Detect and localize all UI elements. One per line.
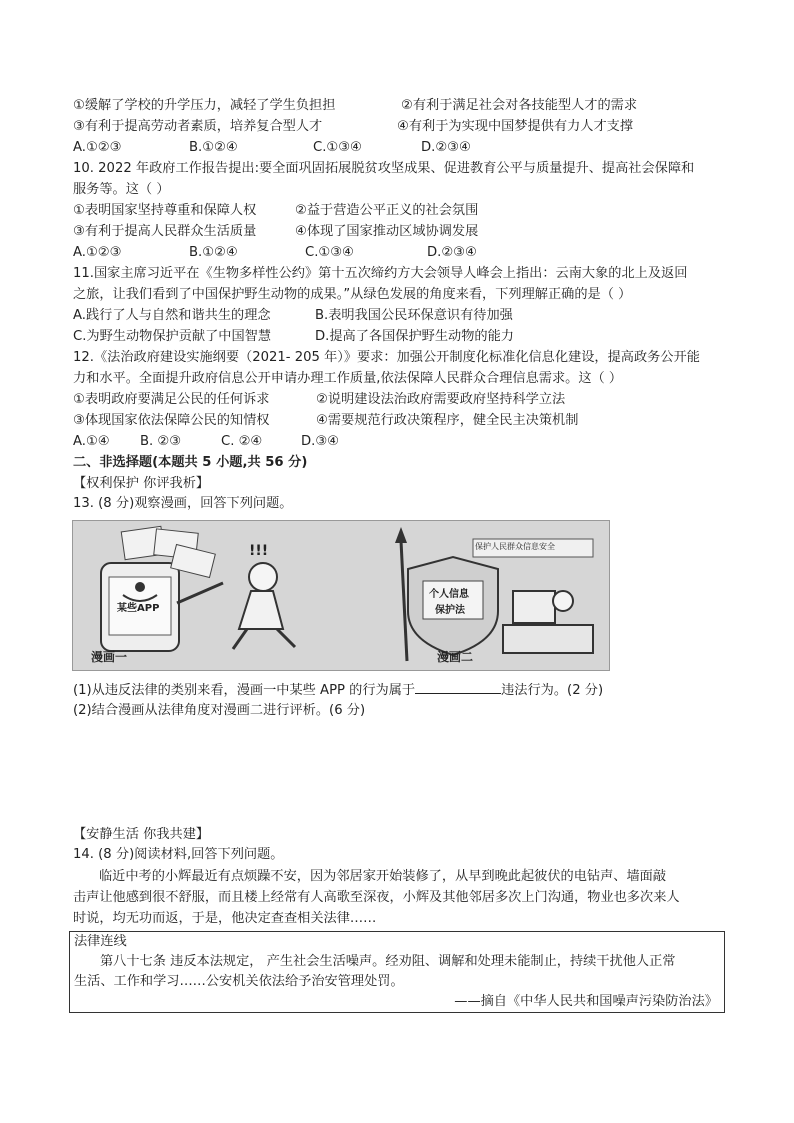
q9-option-2: ②有利于满足社会对各技能型人才的需求 bbox=[401, 98, 638, 113]
section-heading: 二、非选择题(本题共 5 小题,共 56 分) bbox=[73, 455, 308, 470]
comic-shield-line2: 保护法 bbox=[435, 605, 465, 616]
q13-part1 bbox=[73, 680, 603, 701]
q12-option-2: ②说明建设法治政府需要政府坚持科学立法 bbox=[316, 392, 566, 407]
q14-para-line3: 时说，均无功而返，于是，他决定查查相关法律…… bbox=[73, 911, 377, 926]
q12-choice-d: D.③④ bbox=[301, 434, 339, 449]
q14-stem: 14. (8 分)阅读材料,回答下列问题。 bbox=[73, 847, 284, 862]
svg-text:漫画二: 漫画二 bbox=[437, 650, 474, 664]
q13-part1-text-a: (1)从违反法律的类别来看，漫画一中某些 APP 的行为属于 bbox=[73, 683, 416, 698]
law-box-source: ——摘自《中华人民共和国噪声污染防治法》 bbox=[454, 994, 718, 1009]
q9-option-3: ③有利于提高劳动者素质，培养复合型人才 bbox=[73, 119, 323, 134]
q9-choice-a: A.①②③ bbox=[73, 140, 122, 155]
law-box-line1: 第八十七条 违反本法规定， 产生社会生活噪声。经劝阻、调解和处理未能制止，持续干扰他人正常 bbox=[100, 954, 676, 969]
section-tag-rights: 【权利保护 你评我析】 bbox=[73, 476, 210, 491]
q10-stem-line2: 服务等。这（ ） bbox=[73, 182, 170, 197]
q11-stem-line2: 之旅，让我们看到了中国保护野生动物的成果。”从绿色发展的角度来看，下列理解正确的是（ ） bbox=[73, 287, 632, 302]
q13-part1-text-b: 违法行为。(2 分) bbox=[501, 683, 604, 698]
q10-option-3: ③有利于提高人民群众生活质量 bbox=[73, 224, 257, 239]
q14-para-line1: 临近中考的小辉最近有点烦躁不安，因为邻居家开始装修了，从早到晚此起彼伏的电钻声、墙面敲 bbox=[99, 869, 667, 884]
q12-option-4: ④需要规范行政决策程序，健全民主决策机制 bbox=[316, 413, 579, 428]
q12-option-1: ①表明政府要满足公民的任何诉求 bbox=[73, 392, 270, 407]
q10-choice-a: A.①②③ bbox=[73, 245, 122, 260]
svg-text:!!!: !!! bbox=[249, 543, 269, 559]
answer-blank[interactable] bbox=[415, 680, 501, 694]
q10-choice-d: D.②③④ bbox=[427, 245, 477, 260]
q11-choice-a: A.践行了人与自然和谐共生的理念 bbox=[73, 308, 271, 323]
q9-option-4: ④有利于为实现中国梦提供有力人才支撑 bbox=[397, 119, 634, 134]
q9-option-1: ①缓解了学校的升学压力，减轻了学生负担担 bbox=[73, 98, 336, 113]
q9-choice-c: C.①③④ bbox=[313, 140, 362, 155]
comic-sign-text: 保护人民群众信息安全 bbox=[475, 542, 555, 551]
q12-choice-b: B. ②③ bbox=[140, 434, 182, 449]
law-box bbox=[69, 931, 725, 1013]
q12-choice-a: A.①④ bbox=[73, 434, 110, 449]
q11-choice-c: C.为野生动物保护贡献了中国智慧 bbox=[73, 329, 272, 344]
q10-option-4: ④体现了国家推动区域协调发展 bbox=[295, 224, 479, 239]
q10-option-2: ②益于营造公平正义的社会氛围 bbox=[295, 203, 479, 218]
q13-stem: 13. (8 分)观察漫画，回答下列问题。 bbox=[73, 496, 293, 511]
q10-stem-line1: 10. 2022 年政府工作报告提出:要全面巩固拓展脱贫攻坚成果、促进教育公平与质量提升、提高社会保障和 bbox=[73, 161, 695, 176]
q10-choice-b: B.①②④ bbox=[189, 245, 238, 260]
q12-choice-c: C. ②④ bbox=[221, 434, 263, 449]
comic-shield-line1: 个人信息 bbox=[429, 589, 469, 600]
q14-para-line2: 击声让他感到很不舒服，而且楼上经常有人高歌至深夜，小辉及其他邻居多次上门沟通，物业也多次来人 bbox=[73, 890, 680, 905]
q11-stem-line1: 11.国家主席习近平在《生物多样性公约》第十五次缔约方大会领导人峰会上指出：云南大象的北上及返回 bbox=[73, 266, 688, 281]
q9-choice-b: B.①②④ bbox=[189, 140, 238, 155]
q12-stem-line2: 力和水平。全面提升政府信息公开申请办理工作质量,依法保障人民群众合理信息需求。这（ ） bbox=[73, 371, 623, 386]
q11-choice-b: B.表明我国公民环保意识有待加强 bbox=[315, 308, 513, 323]
comic-illustration bbox=[72, 520, 610, 671]
q12-stem-line1: 12.《法治政府建设实施纲要（2021- 205 年）》要求：加强公开制度化标准化信息化建设，提高政务公开能 bbox=[73, 350, 700, 365]
comic-app-label: 某些APP bbox=[117, 603, 160, 614]
section-tag-quiet: 【安静生活 你我共建】 bbox=[73, 827, 210, 842]
svg-text:漫画一: 漫画一 bbox=[91, 650, 128, 664]
q10-choice-c: C.①③④ bbox=[305, 245, 354, 260]
q13-part2: (2)结合漫画从法律角度对漫画二进行评析。(6 分) bbox=[73, 703, 366, 718]
q10-option-1: ①表明国家坚持尊重和保障人权 bbox=[73, 203, 257, 218]
q12-option-3: ③体现国家依法保障公民的知情权 bbox=[73, 413, 270, 428]
law-box-title: 法律连线 bbox=[74, 934, 127, 949]
q11-choice-d: D.提高了各国保护野生动物的能力 bbox=[315, 329, 514, 344]
law-box-line2: 生活、工作和学习……公安机关依法给予治安管理处罚。 bbox=[74, 974, 404, 989]
q9-choice-d: D.②③④ bbox=[421, 140, 471, 155]
